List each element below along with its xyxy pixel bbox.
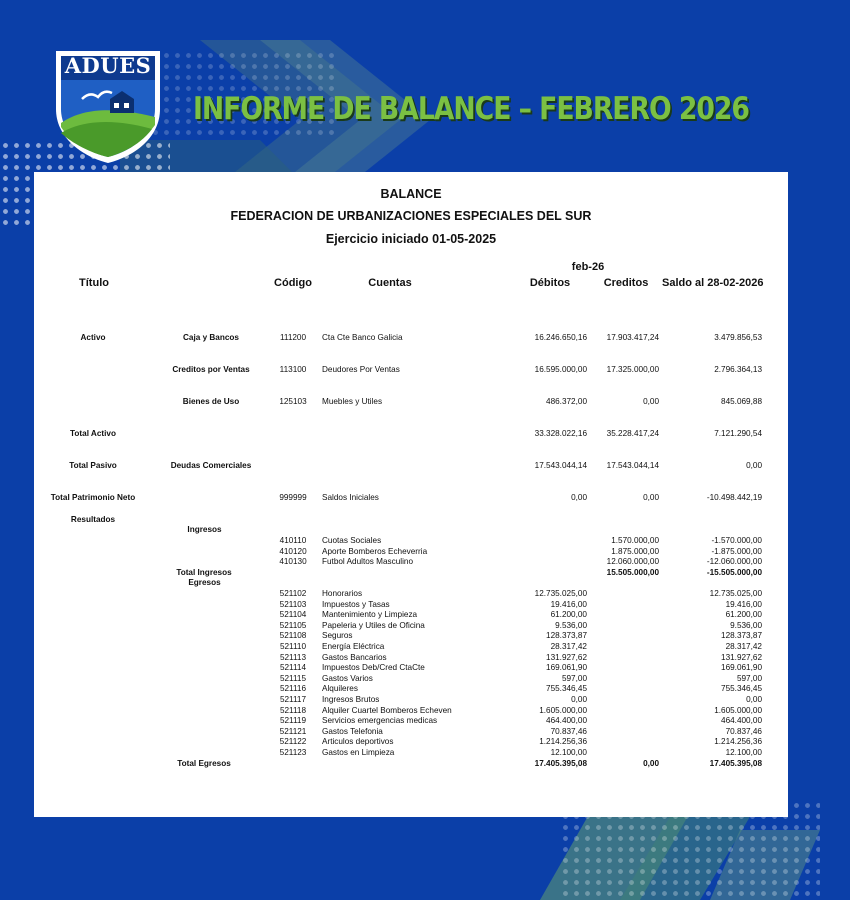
adues-logo (52, 47, 164, 165)
egreso-debitos: 28.317,42 (550, 642, 587, 651)
resultados-label: Resultados (70, 515, 116, 524)
ingreso-saldo: -1.570.000,00 (711, 536, 762, 545)
row-saldo: 845.069,88 (721, 397, 762, 406)
ingreso-cuenta: Aporte Bomberos Echeverria (322, 547, 428, 556)
column-header-creditos: Creditos (603, 277, 649, 289)
row-saldo: 0,00 (746, 461, 762, 470)
row-cuenta: Muebles y Utiles (322, 397, 383, 406)
egreso-cuenta: Alquileres (322, 684, 358, 693)
total-ingresos-creditos: 15.505.000,00 (606, 568, 659, 577)
egreso-cuenta: Papeleria y Utiles de Oficina (322, 621, 425, 630)
egreso-saldo: 1.605.000,00 (714, 706, 762, 715)
egreso-debitos: 169.061,90 (546, 663, 587, 672)
row-grupo: Caja y Bancos (183, 333, 239, 342)
row-saldo: 7.121.290,54 (714, 429, 762, 438)
ingreso-creditos: 12.060.000,00 (606, 557, 659, 566)
egreso-debitos: 61.200,00 (550, 610, 587, 619)
egreso-codigo: 521103 (279, 600, 307, 609)
egreso-codigo: 521118 (279, 706, 307, 715)
egreso-cuenta: Alquiler Cuartel Bomberos Echeven (322, 706, 452, 715)
egreso-saldo: 131.927,62 (721, 653, 762, 662)
egreso-cuenta: Impuestos y Tasas (322, 600, 390, 609)
egreso-saldo: 19.416,00 (725, 600, 762, 609)
row-titulo: Total Patrimonio Neto (50, 493, 136, 502)
egreso-cuenta: Articulos deportivos (322, 737, 394, 746)
egreso-debitos: 597,00 (561, 674, 587, 683)
egreso-debitos: 12.100,00 (550, 748, 587, 757)
ingreso-creditos: 1.875.000,00 (611, 547, 659, 556)
egreso-cuenta: Gastos Bancarios (322, 653, 387, 662)
column-header-titulo: Título (79, 277, 109, 289)
total-ingresos-label: Total Ingresos (176, 568, 232, 577)
egreso-codigo: 521113 (279, 653, 307, 662)
egreso-saldo: 12.100,00 (725, 748, 762, 757)
egreso-saldo: 0,00 (746, 695, 762, 704)
egreso-debitos: 755.346,45 (546, 684, 587, 693)
row-creditos: 17.543.044,14 (606, 461, 659, 470)
egreso-codigo: 521102 (279, 589, 307, 598)
egreso-codigo: 521105 (279, 621, 307, 630)
row-debitos: 16.246.650,16 (534, 333, 587, 342)
row-codigo: 125103 (279, 397, 307, 406)
ingreso-codigo: 410120 (279, 547, 307, 556)
month-header: feb-26 (571, 261, 605, 273)
row-titulo: Total Pasivo (69, 461, 117, 470)
egreso-saldo: 12.735.025,00 (709, 589, 762, 598)
egresos-label: Egresos (188, 578, 221, 587)
row-grupo: Deudas Comerciales (170, 461, 252, 470)
egreso-debitos: 9.536,00 (555, 621, 587, 630)
row-titulo: Total Activo (70, 429, 116, 438)
page-title: INFORME DE BALANCE – FEBRERO 2026 (193, 91, 749, 127)
egreso-saldo: 1.214.256,36 (714, 737, 762, 746)
column-header-codigo: Código (274, 277, 312, 289)
egreso-saldo: 169.061,90 (721, 663, 762, 672)
egreso-debitos: 70.837,46 (550, 727, 587, 736)
row-saldo: -10.498.442,19 (706, 493, 762, 502)
egreso-codigo: 521110 (279, 642, 307, 651)
egreso-saldo: 755.346,45 (721, 684, 762, 693)
row-debitos: 486.372,00 (546, 397, 587, 406)
egreso-debitos: 0,00 (571, 695, 587, 704)
row-creditos: 17.325.000,00 (606, 365, 659, 374)
column-header-cuentas: Cuentas (368, 277, 412, 289)
ingreso-creditos: 1.570.000,00 (611, 536, 659, 545)
egreso-codigo: 521122 (279, 737, 307, 746)
egreso-saldo: 9.536,00 (730, 621, 762, 630)
egreso-cuenta: Gastos Telefonia (322, 727, 383, 736)
egreso-debitos: 464.400,00 (546, 716, 587, 725)
row-titulo: Activo (80, 333, 106, 342)
egreso-cuenta: Gastos en Limpieza (322, 748, 395, 757)
egreso-debitos: 19.416,00 (550, 600, 587, 609)
row-codigo: 999999 (279, 493, 307, 502)
egreso-cuenta: Ingresos Brutos (322, 695, 380, 704)
egreso-codigo: 521104 (279, 610, 307, 619)
egreso-cuenta: Energía Eléctrica (322, 642, 385, 651)
column-header-saldo: Saldo al 28-02-2026 (662, 277, 764, 289)
egreso-codigo: 521121 (279, 727, 307, 736)
egreso-codigo: 521114 (279, 663, 307, 672)
report-period: Ejercicio iniciado 01-05-2025 (325, 232, 497, 246)
row-saldo: 3.479.856,53 (714, 333, 762, 342)
egreso-debitos: 12.735.025,00 (534, 589, 587, 598)
row-cuenta: Saldos Iniciales (322, 493, 379, 502)
egreso-saldo: 28.317,42 (725, 642, 762, 651)
egreso-saldo: 61.200,00 (725, 610, 762, 619)
egreso-saldo: 597,00 (736, 674, 762, 683)
egreso-cuenta: Servicios emergencias medicas (322, 716, 438, 725)
logo-text: ADUES (64, 53, 152, 78)
ingresos-label: Ingresos (187, 525, 222, 534)
row-codigo: 113100 (279, 365, 307, 374)
ingreso-saldo: -1.875.000,00 (711, 547, 762, 556)
egreso-saldo: 464.400,00 (721, 716, 762, 725)
report-organization: FEDERACION DE URBANIZACIONES ESPECIALES DEL SUR (230, 209, 592, 223)
egreso-cuenta: Mantenimiento y Limpieza (322, 610, 418, 619)
row-debitos: 0,00 (571, 493, 587, 502)
row-grupo: Bienes de Uso (182, 397, 240, 406)
egreso-codigo: 521119 (279, 716, 307, 725)
row-grupo: Creditos por Ventas (172, 365, 250, 374)
total-egresos-saldo: 17.405.395,08 (709, 759, 762, 768)
egreso-codigo: 521115 (279, 674, 307, 683)
egreso-debitos: 131.927,62 (546, 653, 587, 662)
row-creditos: 17.903.417,24 (606, 333, 659, 342)
egreso-codigo: 521116 (279, 684, 307, 693)
egreso-cuenta: Honorarios (322, 589, 363, 598)
total-egresos-debitos: 17.405.395,08 (534, 759, 587, 768)
row-debitos: 17.543.044,14 (534, 461, 587, 470)
egreso-cuenta: Seguros (322, 631, 353, 640)
ingreso-cuenta: Cuotas Sociales (322, 536, 382, 545)
egreso-cuenta: Impuestos Deb/Cred CtaCte (322, 663, 425, 672)
total-ingresos-saldo: -15.505.000,00 (706, 568, 762, 577)
egreso-debitos: 1.214.256,36 (539, 737, 587, 746)
row-debitos: 33.328.022,16 (534, 429, 587, 438)
egreso-debitos: 128.373,87 (546, 631, 587, 640)
egreso-saldo: 128.373,87 (721, 631, 762, 640)
total-egresos-label: Total Egresos (177, 759, 231, 768)
ingreso-saldo: -12.060.000,00 (706, 557, 762, 566)
egreso-saldo: 70.837,46 (725, 727, 762, 736)
balance-sheet (34, 172, 788, 817)
ingreso-codigo: 410110 (279, 536, 307, 545)
row-cuenta: Cta Cte Banco Galicia (322, 333, 403, 342)
report-title: BALANCE (380, 187, 442, 201)
row-codigo: 111200 (279, 333, 307, 342)
row-debitos: 16.595.000,00 (534, 365, 587, 374)
egreso-codigo: 521117 (279, 695, 307, 704)
ingreso-codigo: 410130 (279, 557, 307, 566)
egreso-codigo: 521123 (279, 748, 307, 757)
egreso-codigo: 521108 (279, 631, 307, 640)
row-cuenta: Deudores Por Ventas (322, 365, 400, 374)
row-creditos: 0,00 (643, 397, 659, 406)
total-egresos-creditos: 0,00 (643, 759, 659, 768)
row-creditos: 0,00 (643, 493, 659, 502)
ingreso-cuenta: Futbol Adultos Masculino (322, 557, 414, 566)
column-header-debitos: Débitos (529, 277, 571, 289)
egreso-debitos: 1.605.000,00 (539, 706, 587, 715)
row-creditos: 35.228.417,24 (606, 429, 659, 438)
egreso-cuenta: Gastos Varios (322, 674, 373, 683)
row-saldo: 2.796.364,13 (714, 365, 762, 374)
